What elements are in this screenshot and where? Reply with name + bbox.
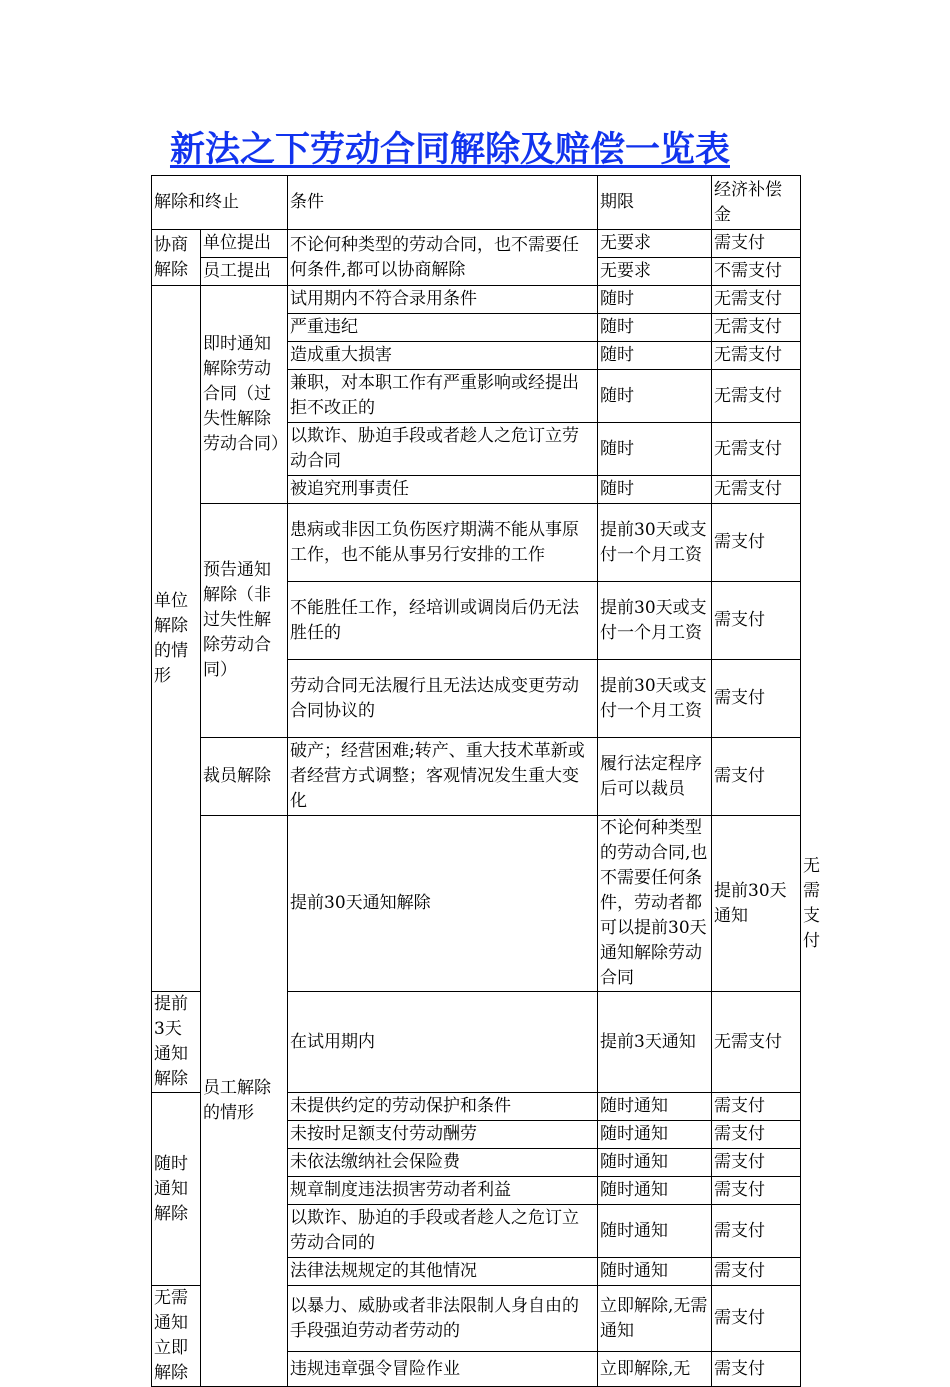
compensation-cell: 需支付: [712, 1093, 801, 1121]
compensation-cell: 需支付: [712, 1352, 801, 1387]
period-cell: 随时: [598, 286, 712, 314]
period-cell: 随时: [598, 370, 712, 423]
mutual-employer: 单位提出: [201, 230, 288, 258]
period-cell: 随时通知: [598, 1149, 712, 1177]
period-cell: 随时通知: [598, 1177, 712, 1205]
compensation-cell: 无需支付: [712, 423, 801, 476]
period-cell: 随时通知: [598, 1258, 712, 1286]
compensation-cell: 需支付: [712, 1149, 801, 1177]
table-row: [152, 504, 801, 582]
table-row: 员工解除的情形 提前30天通知解除 不论何种类型的劳动合同,也不需要任何条件，劳动者都可以提前30天通知解除劳动合同 提前30天通知 无需支付: [152, 816, 801, 992]
period-cell: 随时: [598, 314, 712, 342]
condition-cell: 以欺诈、胁迫手段或者趁人之危订立劳动合同: [288, 423, 598, 476]
compensation-cell: 需支付: [712, 660, 801, 738]
termination-table: [151, 175, 820, 1387]
compensation-cell: 需支付: [712, 504, 801, 582]
condition-cell: 不论何种类型的劳动合同,也不需要任何条件，劳动者都可以提前30天通知解除劳动合同: [598, 816, 712, 992]
mutual-employee: 员工提出: [201, 258, 288, 286]
compensation-cell: 需支付: [712, 582, 801, 660]
period-cell: 随时: [598, 342, 712, 370]
condition-cell: 被追究刑事责任: [288, 476, 598, 504]
period-cell: 提前30天或支付一个月工资: [598, 582, 712, 660]
employee-nonotice-label: 无需通知立即解除: [152, 1286, 201, 1387]
unit-layoff-label: 裁员解除: [201, 738, 288, 816]
condition-cell: 违规违章强令冒险作业: [288, 1352, 598, 1387]
header-row: [152, 176, 801, 230]
compensation-cell: 需支付: [712, 1177, 801, 1205]
period-cell: 随时: [598, 476, 712, 504]
condition-cell: 在试用期内: [288, 992, 598, 1093]
condition-cell: 不能胜任工作，经培训或调岗后仍无法胜任的: [288, 582, 598, 660]
compensation-cell: 无需支付: [712, 286, 801, 314]
period-cell: 立即解除,无: [598, 1352, 712, 1387]
period-cell: 提前3天通知: [598, 992, 712, 1093]
period-cell: 提前30天或支付一个月工资: [598, 660, 712, 738]
page-title[interactable]: 新法之下劳动合同解除及赔偿一览表: [169, 130, 730, 170]
condition-cell: 法律法规规定的其他情况: [288, 1258, 598, 1286]
compensation-cell: 无需支付: [712, 342, 801, 370]
header-compensation: 经济补偿金: [712, 176, 801, 230]
mutual-condition: 不论何种类型的劳动合同，也不需要任何条件,都可以协商解除: [288, 230, 598, 286]
period-cell: 立即解除,无需通知: [598, 1286, 712, 1352]
employee-anytime-label: 随时通知解除: [152, 1093, 201, 1286]
condition-cell: 兼职，对本职工作有严重影响或经提出拒不改正的: [288, 370, 598, 423]
condition-cell: 劳动合同无法履行且无法达成变更劳动合同协议的: [288, 660, 598, 738]
condition-cell: 以欺诈、胁迫的手段或者趁人之危订立劳动合同的: [288, 1205, 598, 1258]
condition-cell: 试用期内不符合录用条件: [288, 286, 598, 314]
header-condition: 条件: [288, 176, 598, 230]
compensation-cell: 需支付: [712, 230, 801, 258]
condition-cell: 规章制度违法损害劳动者利益: [288, 1177, 598, 1205]
compensation-cell: 无需支付: [712, 314, 801, 342]
condition-cell: 严重违纪: [288, 314, 598, 342]
condition-cell: 未提供约定的劳动保护和条件: [288, 1093, 598, 1121]
period-cell: 履行法定程序后可以裁员: [598, 738, 712, 816]
compensation-cell: 需支付: [712, 738, 801, 816]
compensation-cell: 需支付: [712, 1205, 801, 1258]
compensation-cell: 需支付: [712, 1258, 801, 1286]
unit-immediate-label: 即时通知解除劳动合同（过失性解除劳动合同）: [201, 286, 288, 504]
compensation-cell: 无需支付: [712, 370, 801, 423]
condition-cell: 未按时足额支付劳动酬劳: [288, 1121, 598, 1149]
period-cell: 随时: [598, 423, 712, 476]
condition-cell: 破产；经营困难;转产、重大技术革新或者经营方式调整；客观情况发生重大变化: [288, 738, 598, 816]
compensation-cell: 不需支付: [712, 258, 801, 286]
compensation-cell: 需支付: [712, 1121, 801, 1149]
employee-30day-label: 提前30天通知解除: [288, 816, 598, 992]
period-cell: 随时通知: [598, 1205, 712, 1258]
condition-cell: 以暴力、威胁或者非法限制人身自由的手段强迫劳动者劳动的: [288, 1286, 598, 1352]
condition-cell: 患病或非因工负伤医疗期满不能从事原工作，也不能从事另行安排的工作: [288, 504, 598, 582]
table-row: [152, 230, 801, 258]
mutual-category: 协商解除: [152, 230, 201, 286]
period-cell: 随时通知: [598, 1093, 712, 1121]
employee-3day-label: 提前3天通知解除: [152, 992, 201, 1093]
condition-cell: 造成重大损害: [288, 342, 598, 370]
compensation-cell: 无需支付: [712, 476, 801, 504]
compensation-cell: 需支付: [712, 1286, 801, 1352]
header-termination: 解除和终止: [152, 176, 288, 230]
unit-category: 单位解除的情形: [152, 286, 201, 992]
compensation-cell: 无需支付: [712, 992, 801, 1093]
table-row: [152, 286, 801, 314]
period-cell: 无要求: [598, 230, 712, 258]
condition-cell: 未依法缴纳社会保险费: [288, 1149, 598, 1177]
unit-notice-label: 预告通知解除（非过失性解除劳动合同）: [201, 504, 288, 738]
table-row: [152, 738, 801, 816]
period-cell: 随时通知: [598, 1121, 712, 1149]
header-period: 期限: [598, 176, 712, 230]
period-cell: 提前30天通知: [712, 816, 801, 992]
period-cell: 无要求: [598, 258, 712, 286]
employee-category: 员工解除的情形: [201, 816, 288, 1387]
period-cell: 提前30天或支付一个月工资: [598, 504, 712, 582]
